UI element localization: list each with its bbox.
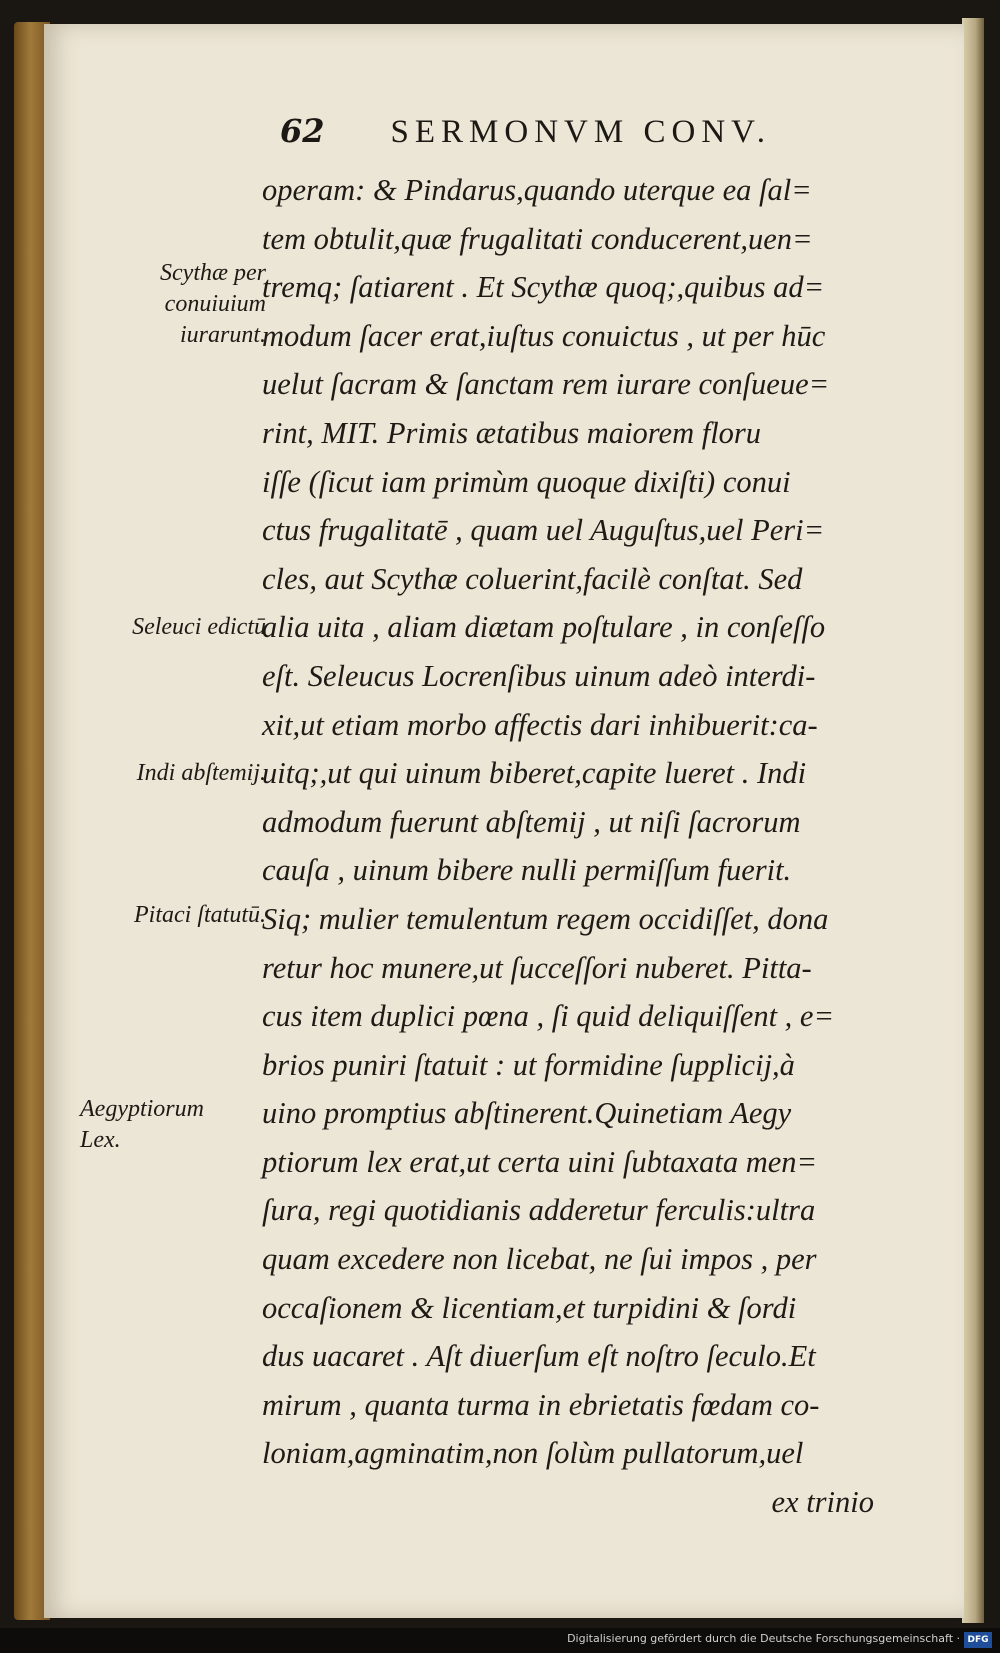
- catchword: ex trinio: [771, 1485, 874, 1520]
- text-line: cles, aut Scythæ coluerint,facilè conſtat. Sed: [262, 561, 803, 596]
- page-edges: [962, 18, 984, 1623]
- text-line: uitq;,ut qui uinum biberet,capite lueret . Indi: [262, 756, 807, 791]
- text-line: cus item duplici pœna , ſi quid deliquiſſent , e=: [262, 999, 835, 1034]
- dfg-logo: DFG: [964, 1632, 992, 1648]
- text-line: uino promptius abſtinerent.Quinetiam Aegy: [262, 1096, 792, 1131]
- text-line: xit,ut etiam morbo affectis dari inhibuerit:ca-: [262, 707, 818, 742]
- text-line: brios puniri ſtatuit : ut formidine ſupplicij,à: [262, 1047, 795, 1082]
- footer-bar: [0, 1628, 1000, 1653]
- main-text: [262, 166, 922, 1527]
- text-line: operam: & Pindarus,quando uterque ea ſal=: [262, 173, 812, 207]
- text-line: ctus frugalitatē , quam uel Auguſtus,uel Peri=: [262, 513, 825, 548]
- text-line: rint, MIT. Primis ætatibus maiorem floru: [262, 415, 762, 450]
- margin-note-seleuci: Seleuci edictū: [132, 614, 266, 640]
- text-line: tremq; ſatiarent . Et Scythæ quoq;,quibus ad=: [262, 270, 825, 305]
- margin-note-pitaci: Pitaci ſtatutū.: [134, 902, 266, 928]
- page-header: [280, 112, 771, 156]
- text-line: cauſa , uinum bibere nulli permiſſum fuerit.: [262, 853, 792, 888]
- text-line: alia uita , aliam diætam poſtulare , in conſeſſo: [262, 610, 826, 645]
- text-line: occaſionem & licentiam,et turpidini & ſordi: [262, 1290, 797, 1325]
- text-line: tem obtulit,quæ frugalitati conducerent,uen=: [262, 221, 813, 256]
- dfg-credit: Digitalisierung gefördert durch die Deutsche Forschungsgemeinschaft ·: [567, 1632, 960, 1645]
- text-line: retur hoc munere,ut ſucceſſori nuberet. Pitta-: [262, 950, 812, 985]
- text-line: uelut ſacram & ſanctam rem iurare conſueue=: [262, 367, 830, 402]
- text-line: ptiorum lex erat,ut certa uini ſubtaxata men=: [262, 1144, 818, 1179]
- text-line: eſt. Seleucus Locrenſibus uinum adeò interdi-: [262, 658, 816, 693]
- margin-note-scythae: Scythæ per conuiuium iurarunt.: [160, 260, 266, 348]
- text-line: mirum , quanta turma in ebrietatis fœdam co-: [262, 1387, 820, 1422]
- text-line: iſſe (ſicut iam primùm quoque dixiſti) conui: [262, 464, 791, 499]
- text-line: Siq; mulier temulentum regem occidiſſet, dona: [262, 901, 829, 936]
- text-line: ſura, regi quotidianis adderetur ferculis:ultra: [262, 1193, 816, 1228]
- text-line: dus uacaret . Aſt diuerſum eſt noſtro ſeculo.Et: [262, 1339, 816, 1374]
- text-line: modum ſacer erat,iuſtus conuictus , ut per hūc: [262, 318, 826, 353]
- text-line: loniam,agminatim,non ſolùm pullatorum,uel: [262, 1436, 804, 1471]
- margin-note-aegyptiorum: Aegyptiorum Lex.: [80, 1096, 204, 1153]
- margin-note-indi: Indi abſtemij.: [136, 760, 266, 786]
- page-number: 62: [280, 112, 325, 150]
- running-head: SERMONVM CONV.: [390, 114, 771, 150]
- text-line: quam excedere non licebat, ne ſui impos , per: [262, 1242, 817, 1277]
- text-line: admodum fuerunt abſtemij , ut niſi ſacrorum: [262, 804, 801, 839]
